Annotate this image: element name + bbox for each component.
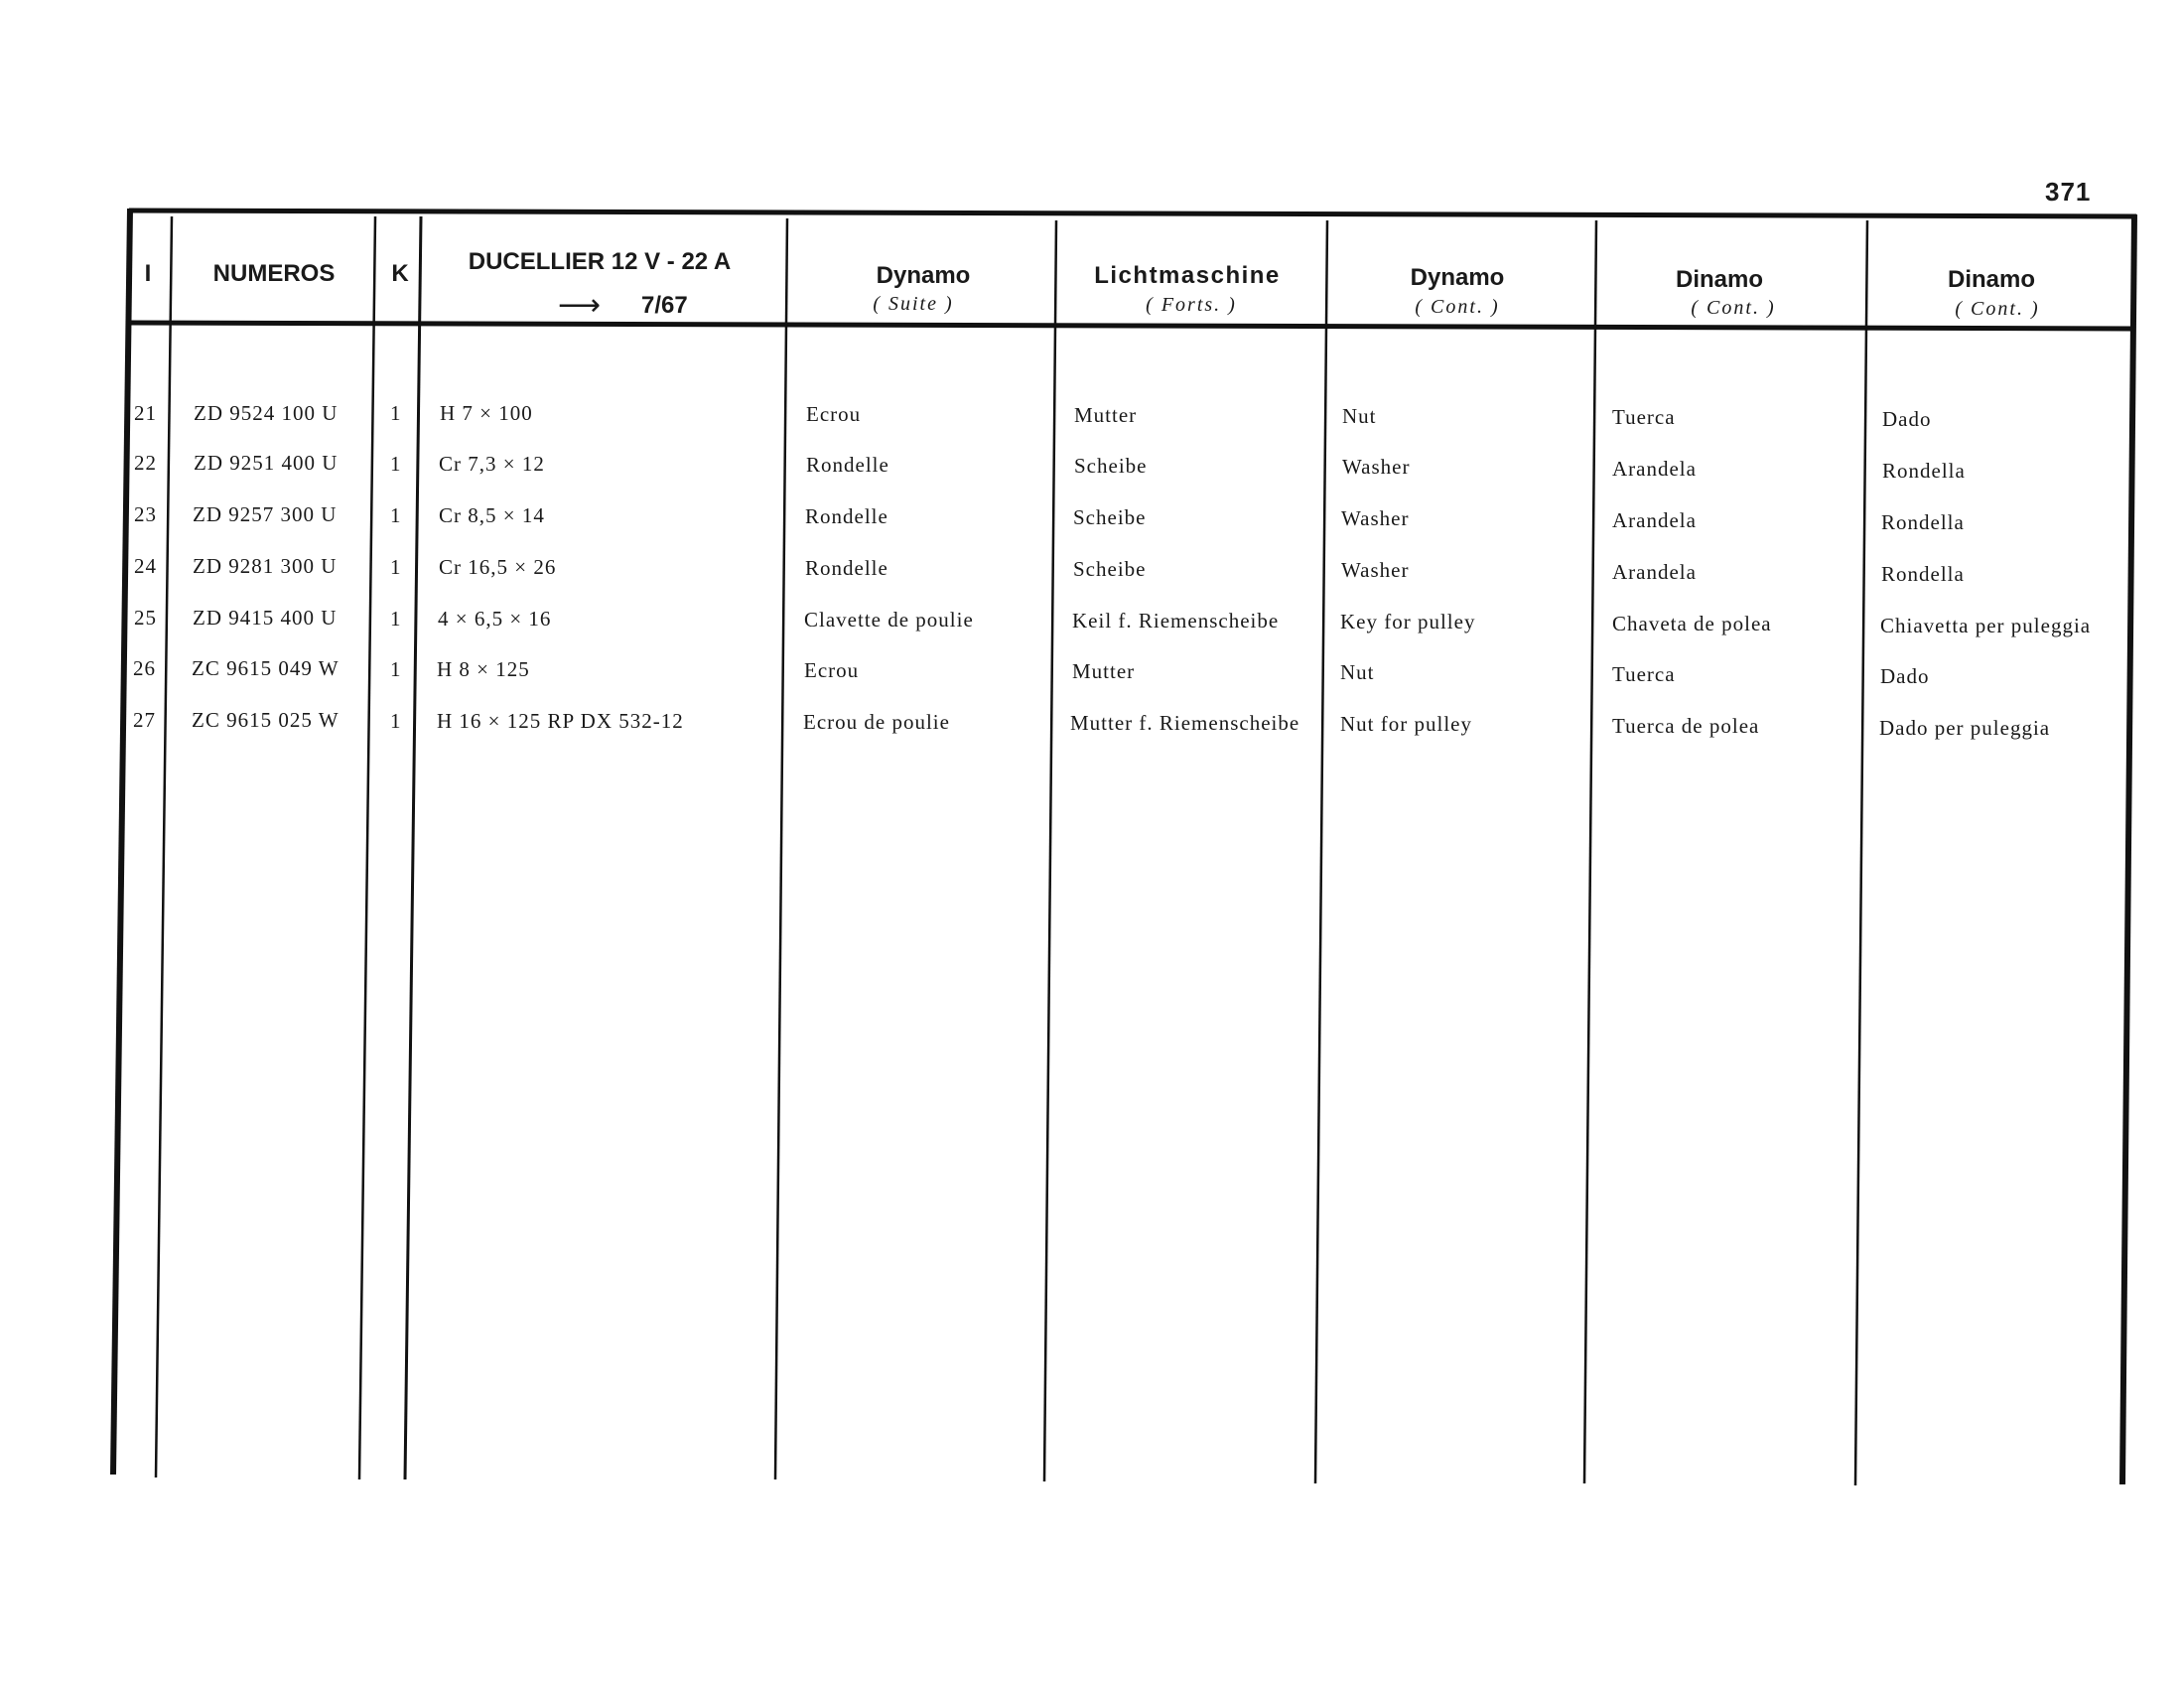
quantity-k: 1 <box>390 503 402 527</box>
desc-de: Scheibe <box>1073 505 1147 529</box>
quantity-k: 1 <box>390 657 402 681</box>
part-number: ZD 9415 400 U <box>193 606 338 630</box>
desc-es: Arandela <box>1612 508 1697 532</box>
header-arrow-icon: ⟶ <box>558 288 602 323</box>
quantity-k: 1 <box>390 607 402 631</box>
quantity-k: 1 <box>390 452 402 476</box>
row-index: 21 <box>134 401 157 425</box>
row-index: 24 <box>134 554 157 578</box>
row-index: 26 <box>133 656 156 680</box>
desc-en: Washer <box>1341 506 1410 530</box>
part-spec: 4 × 6,5 × 16 <box>438 607 552 631</box>
desc-fr: Ecrou <box>804 658 860 682</box>
desc-it: Dado <box>1882 407 1932 431</box>
desc-es: Arandela <box>1612 560 1697 584</box>
part-number: ZD 9257 300 U <box>193 502 338 526</box>
desc-fr: Rondelle <box>806 453 889 477</box>
desc-de: Scheibe <box>1073 557 1147 581</box>
row-index: 27 <box>133 708 156 732</box>
part-number: ZD 9251 400 U <box>194 451 339 475</box>
desc-fr: Ecrou de poulie <box>803 710 950 734</box>
part-spec: Cr 16,5 × 26 <box>439 555 557 579</box>
header-model-date: 7/67 <box>641 292 688 319</box>
header-lang-en-sub: ( Cont. ) <box>1415 296 1500 318</box>
desc-es: Tuerca de polea <box>1612 714 1760 738</box>
part-number: ZD 9281 300 U <box>193 554 338 578</box>
desc-es: Tuerca <box>1612 405 1676 429</box>
desc-es: Chaveta de polea <box>1612 612 1772 635</box>
header-col-numbers: NUMEROS <box>212 260 336 287</box>
desc-it: Chiavetta per puleggia <box>1880 614 2092 637</box>
desc-fr: Rondelle <box>805 556 888 580</box>
part-spec: H 7 × 100 <box>440 401 533 425</box>
quantity-k: 1 <box>390 709 402 733</box>
header-col-k: K <box>391 260 409 287</box>
header-lang-es-sub: ( Cont. ) <box>1691 297 1776 319</box>
part-number: ZC 9615 025 W <box>192 708 340 732</box>
desc-it: Dado per puleggia <box>1879 716 2051 740</box>
desc-en: Nut <box>1340 660 1375 684</box>
desc-it: Rondella <box>1882 459 1966 483</box>
desc-en: Nut <box>1342 404 1377 428</box>
header-col-index: I <box>144 260 152 287</box>
desc-de: Keil f. Riemenscheibe <box>1072 609 1280 633</box>
desc-it: Rondella <box>1881 562 1965 586</box>
row-index: 23 <box>134 502 157 526</box>
desc-en: Nut for pulley <box>1340 712 1472 736</box>
header-lang-en-title: Dynamo <box>1410 264 1505 291</box>
desc-de: Mutter <box>1072 659 1136 683</box>
desc-en: Washer <box>1341 558 1410 582</box>
header-lang-de-sub: ( Forts. ) <box>1146 294 1237 316</box>
header-lang-es-title: Dinamo <box>1675 266 1764 293</box>
desc-es: Tuerca <box>1612 662 1676 686</box>
quantity-k: 1 <box>390 401 402 425</box>
part-spec: Cr 8,5 × 14 <box>439 503 545 527</box>
desc-fr: Rondelle <box>805 504 888 528</box>
header-lang-de-title: Lichtmaschine <box>1094 262 1281 289</box>
desc-en: Key for pulley <box>1340 610 1476 633</box>
header-lang-fr-title: Dynamo <box>876 262 971 289</box>
header-lang-fr-sub: ( Suite ) <box>873 293 954 315</box>
part-spec: Cr 7,3 × 12 <box>439 452 545 476</box>
desc-de: Mutter <box>1074 403 1138 427</box>
header-lang-it-title: Dinamo <box>1947 266 2036 293</box>
part-spec: H 8 × 125 <box>437 657 530 681</box>
desc-de: Mutter f. Riemenscheibe <box>1070 711 1300 735</box>
desc-it: Rondella <box>1881 510 1965 534</box>
desc-fr: Ecrou <box>806 402 862 426</box>
row-index: 22 <box>134 451 157 475</box>
part-spec: H 16 × 125 RP DX 532-12 <box>437 709 684 733</box>
part-number: ZC 9615 049 W <box>192 656 340 680</box>
row-index: 25 <box>134 606 157 630</box>
quantity-k: 1 <box>390 555 402 579</box>
part-number: ZD 9524 100 U <box>194 401 339 425</box>
header-model-title: DUCELLIER 12 V - 22 A <box>468 248 732 275</box>
page-number: 371 <box>2045 177 2092 207</box>
desc-it: Dado <box>1880 664 1930 688</box>
desc-en: Washer <box>1342 455 1411 479</box>
desc-fr: Clavette de poulie <box>804 608 974 632</box>
desc-es: Arandela <box>1612 457 1697 481</box>
desc-de: Scheibe <box>1074 454 1148 478</box>
header-lang-it-sub: ( Cont. ) <box>1955 298 2040 320</box>
